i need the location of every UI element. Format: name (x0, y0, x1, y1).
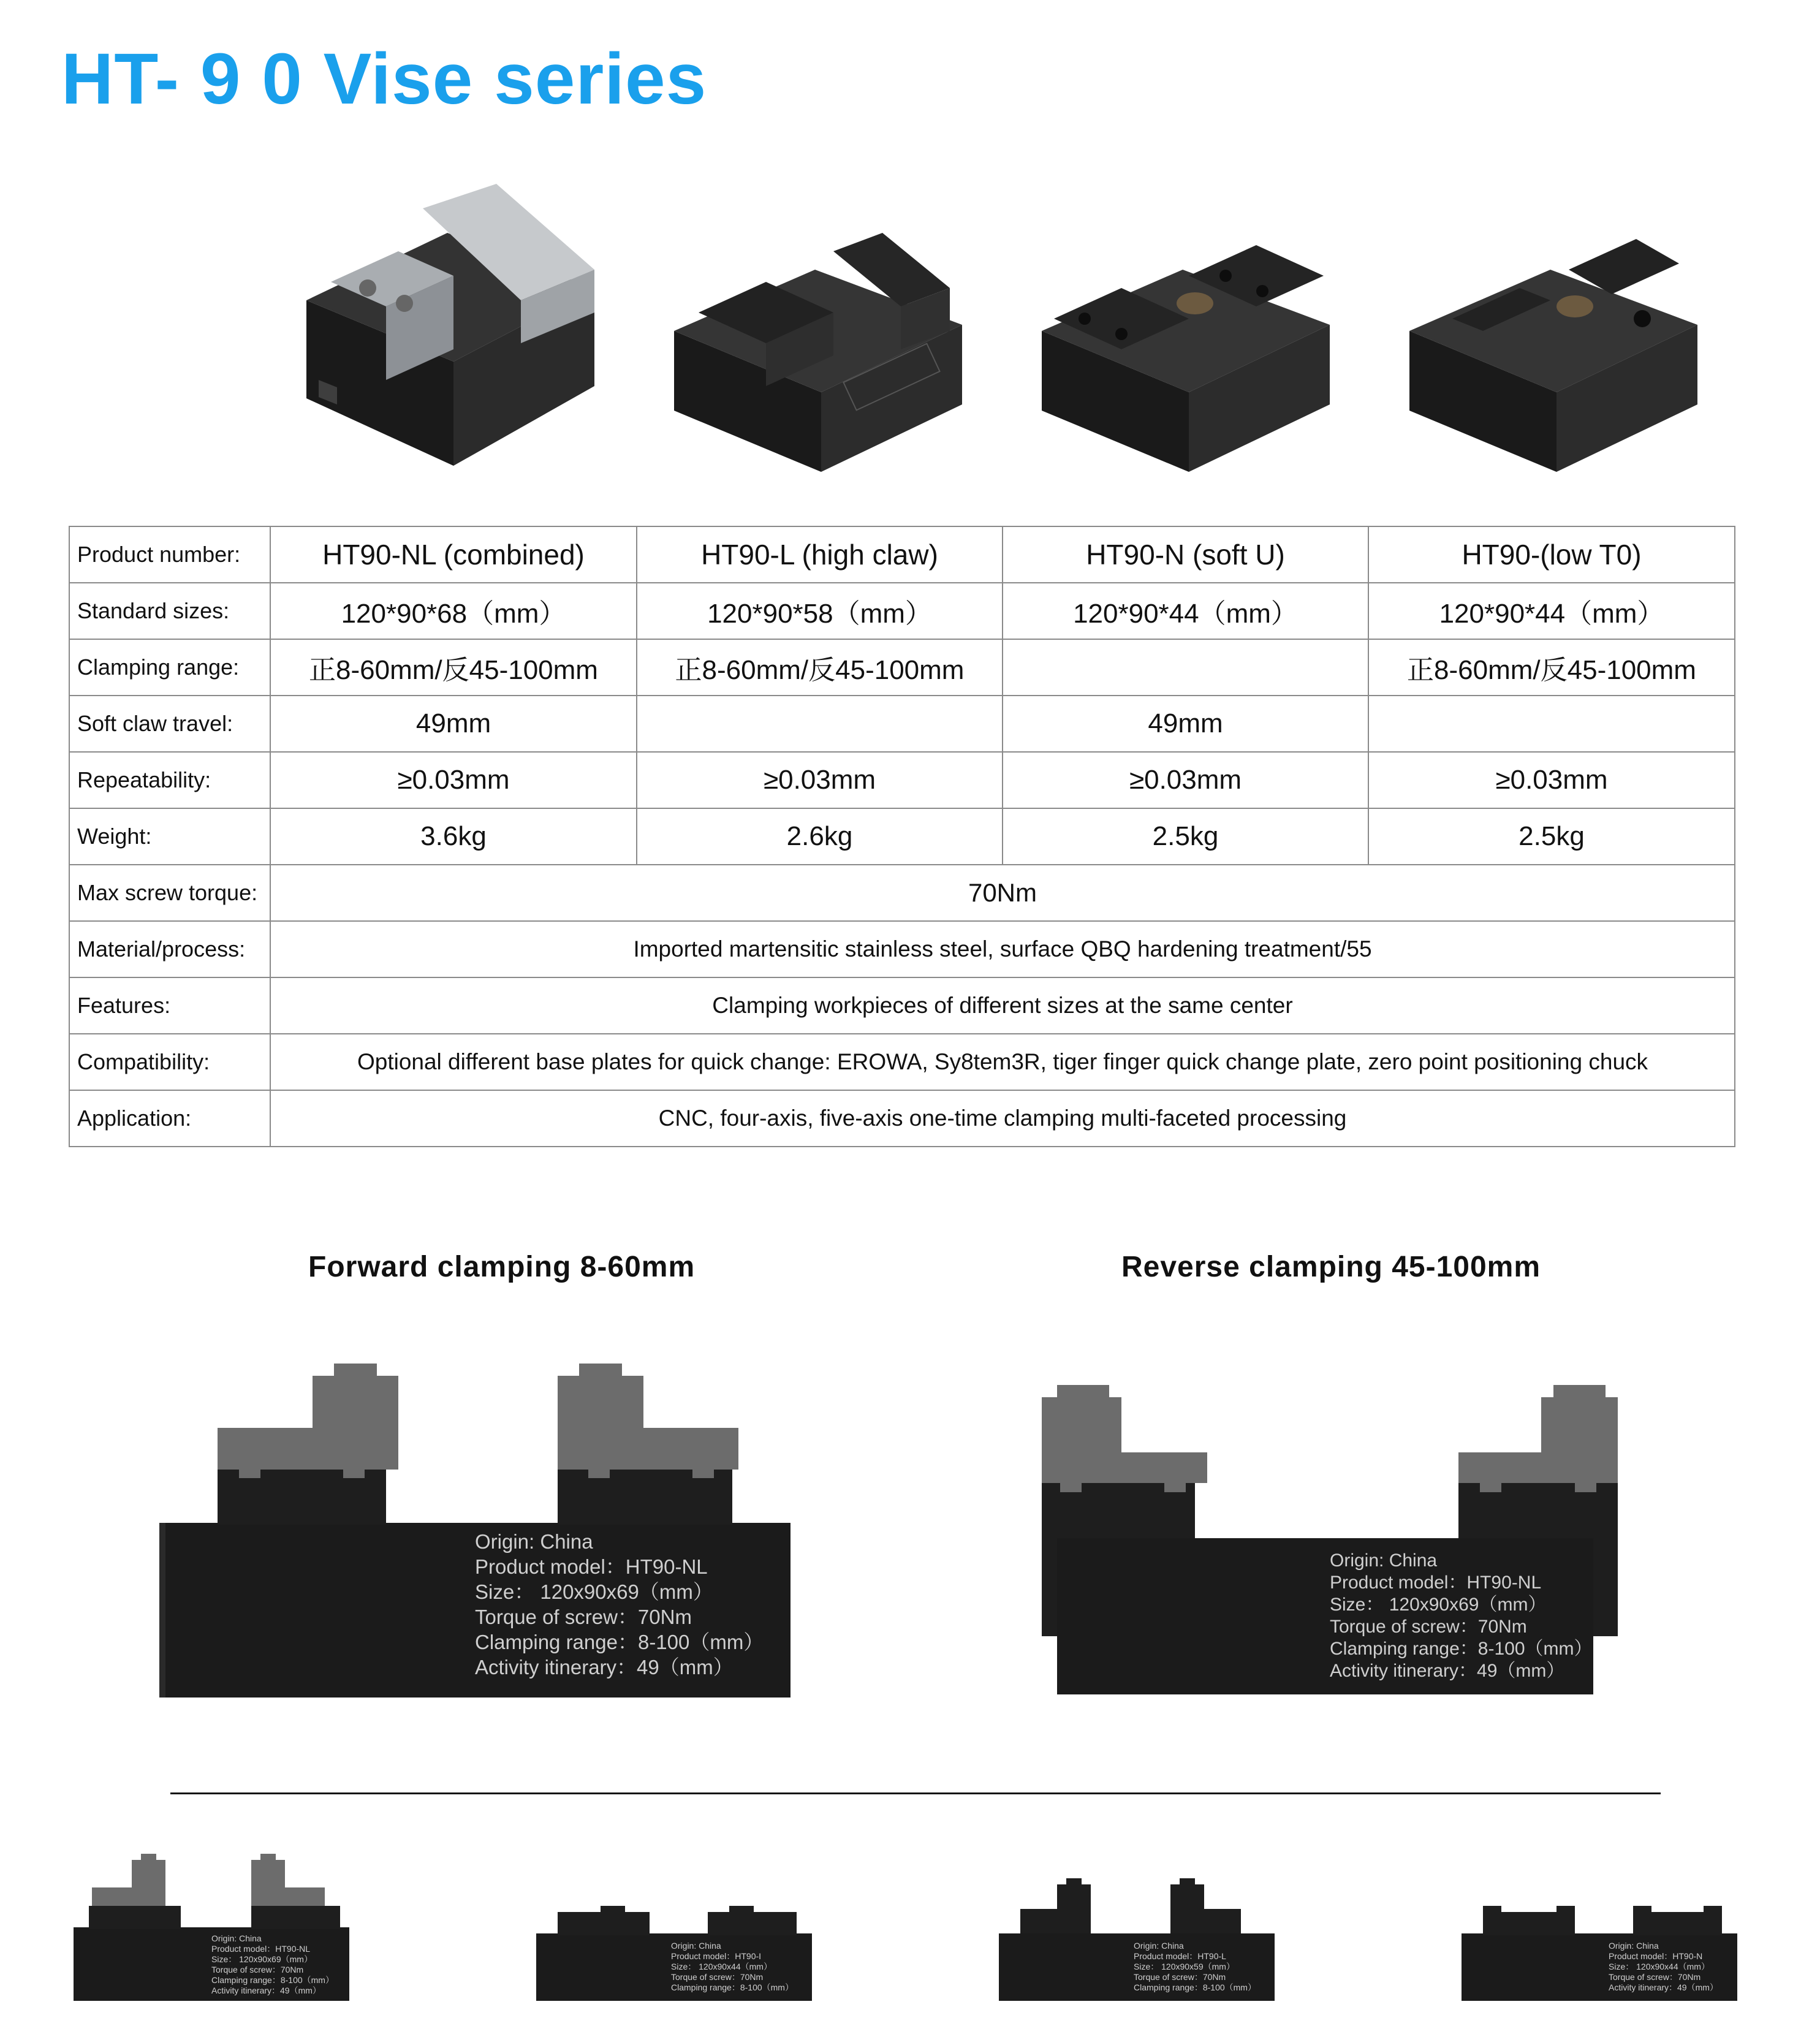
label-line: Torque of screw：70Nm (1609, 1972, 1701, 1982)
table-row-standard-sizes (69, 583, 1735, 639)
label-line: Product model：HT90-L (1134, 1951, 1226, 1961)
vise-photo-nl (294, 178, 613, 472)
label-line: Size： 120x90x69（mm） (475, 1580, 713, 1603)
vise-photo-l (662, 227, 980, 484)
thumbnail-ht90-n (1458, 1887, 1740, 2004)
label-line: Origin: China (1609, 1941, 1659, 1951)
thumbnail-ht90-nl (74, 1845, 355, 2004)
row-label: Weight: (69, 808, 270, 865)
label-line: Clamping range：8-100（mm） (671, 1982, 794, 1992)
table-cell: HT90-N (soft U) (1003, 526, 1368, 583)
table-row-weight (69, 808, 1735, 865)
table-row-material-process (69, 921, 1735, 977)
label-line: Size： 120x90x69（mm） (211, 1954, 313, 1964)
page-title: HT- 9 0 Vise series (61, 39, 707, 119)
table-cell (1368, 696, 1735, 752)
forward-clamping-diagram (159, 1336, 803, 1704)
table-cell: HT90-(low T0) (1368, 526, 1735, 583)
row-label: Product number: (69, 526, 270, 583)
table-cell: Optional different base plates for quick change: EROWA, Sy8tem3R, tiger finger quick change plate, zero point positioning chuck (270, 1034, 1735, 1090)
row-label: Material/process: (69, 921, 270, 977)
table-row-compatibility (69, 1034, 1735, 1090)
label-line: Clamping range：8-100（mm） (211, 1975, 334, 1985)
label-line: Size： 120x90x59（mm） (1134, 1962, 1235, 1971)
table-cell: 70Nm (270, 865, 1735, 921)
table-cell: 49mm (1003, 696, 1368, 752)
table-cell (637, 696, 1003, 752)
table-cell: ≥0.03mm (270, 752, 637, 808)
label-line: Origin: China (1134, 1941, 1184, 1951)
table-cell: HT90-L (high claw) (637, 526, 1003, 583)
row-label: Max screw torque: (69, 865, 270, 921)
section-divider (170, 1792, 1661, 1794)
table-row-repeatability (69, 752, 1735, 808)
row-label: Standard sizes: (69, 583, 270, 639)
table-cell: Imported martensitic stainless steel, surface QBQ hardening treatment/55 (270, 921, 1735, 977)
table-row-max-screw-torque (69, 865, 1735, 921)
row-label: Repeatability: (69, 752, 270, 808)
label-line: Origin: China (475, 1530, 593, 1553)
label-line: Activity itinerary：49（mm） (1609, 1982, 1718, 1992)
table-cell: 120*90*58（mm） (637, 583, 1003, 639)
label-line: Clamping range：8-100（mm） (475, 1631, 764, 1653)
label-line: Origin: China (671, 1941, 721, 1951)
table-row-soft-claw-travel (69, 696, 1735, 752)
spec-table (69, 526, 1735, 1147)
label-line: Activity itinerary：49（mm） (211, 1986, 321, 1995)
table-row-product-number (69, 526, 1735, 583)
table-row-clamping-range (69, 639, 1735, 696)
label-line: Product model：HT90-N (1609, 1951, 1703, 1961)
table-cell: HT90-NL (combined) (270, 526, 637, 583)
label-line: Torque of screw：70Nm (211, 1965, 304, 1974)
vise-photo-t0 (1397, 227, 1716, 484)
label-line: Torque of screw：70Nm (1330, 1617, 1527, 1637)
label-line: Origin: China (211, 1933, 262, 1943)
table-cell: 2.5kg (1368, 808, 1735, 865)
row-label: Soft claw travel: (69, 696, 270, 752)
table-cell: 2.6kg (637, 808, 1003, 865)
table-cell (1003, 639, 1368, 696)
label-line: Product model：HT90-NL (1330, 1572, 1542, 1593)
table-row-features (69, 977, 1735, 1034)
label-line: Clamping range：8-100（mm） (1330, 1639, 1593, 1659)
label-line: Torque of screw：70Nm (671, 1972, 764, 1982)
label-line: Product model：HT90-NL (211, 1944, 311, 1954)
table-cell: 120*90*44（mm） (1368, 583, 1735, 639)
table-cell: 正8-60mm/反45-100mm (270, 639, 637, 696)
table-row-application (69, 1090, 1735, 1147)
label-line: Size： 120x90x69（mm） (1330, 1595, 1547, 1615)
thumbnail-ht90-l (996, 1866, 1278, 2004)
vise-photo-row (0, 178, 1820, 496)
reverse-clamping-title: Reverse clamping 45-100mm (1121, 1251, 1541, 1283)
forward-clamping-title: Forward clamping 8-60mm (308, 1251, 696, 1283)
table-cell: 3.6kg (270, 808, 637, 865)
label-line: Activity itinerary：49（mm） (1330, 1661, 1565, 1681)
table-cell: 正8-60mm/反45-100mm (1368, 639, 1735, 696)
label-line: Origin: China (1330, 1550, 1438, 1571)
vise-photo-n (1029, 227, 1348, 484)
label-line: Activity itinerary：49（mm） (475, 1656, 734, 1679)
table-cell: ≥0.03mm (1368, 752, 1735, 808)
table-cell: Clamping workpieces of different sizes at the same center (270, 977, 1735, 1034)
table-cell: ≥0.03mm (637, 752, 1003, 808)
label-line: Torque of screw：70Nm (1134, 1972, 1226, 1982)
thumbnail-ht90-i (533, 1887, 815, 2004)
reverse-clamping-diagram (1042, 1373, 1630, 1704)
table-cell: 正8-60mm/反45-100mm (637, 639, 1003, 696)
label-line: Product model：HT90-NL (475, 1555, 708, 1578)
row-label: Application: (69, 1090, 270, 1147)
table-cell: 2.5kg (1003, 808, 1368, 865)
table-cell: 49mm (270, 696, 637, 752)
table-cell: 120*90*68（mm） (270, 583, 637, 639)
label-line: Torque of screw：70Nm (475, 1606, 692, 1628)
row-label: Compatibility: (69, 1034, 270, 1090)
table-cell: CNC, four-axis, five-axis one-time clamping multi-faceted processing (270, 1090, 1735, 1147)
label-line: Size： 120x90x44（mm） (671, 1962, 772, 1971)
row-label: Features: (69, 977, 270, 1034)
table-cell: ≥0.03mm (1003, 752, 1368, 808)
table-cell: 120*90*44（mm） (1003, 583, 1368, 639)
label-line: Product model：HT90-I (671, 1951, 762, 1961)
row-label: Clamping range: (69, 639, 270, 696)
label-line: Size： 120x90x44（mm） (1609, 1962, 1710, 1971)
label-line: Clamping range：8-100（mm） (1134, 1982, 1256, 1992)
